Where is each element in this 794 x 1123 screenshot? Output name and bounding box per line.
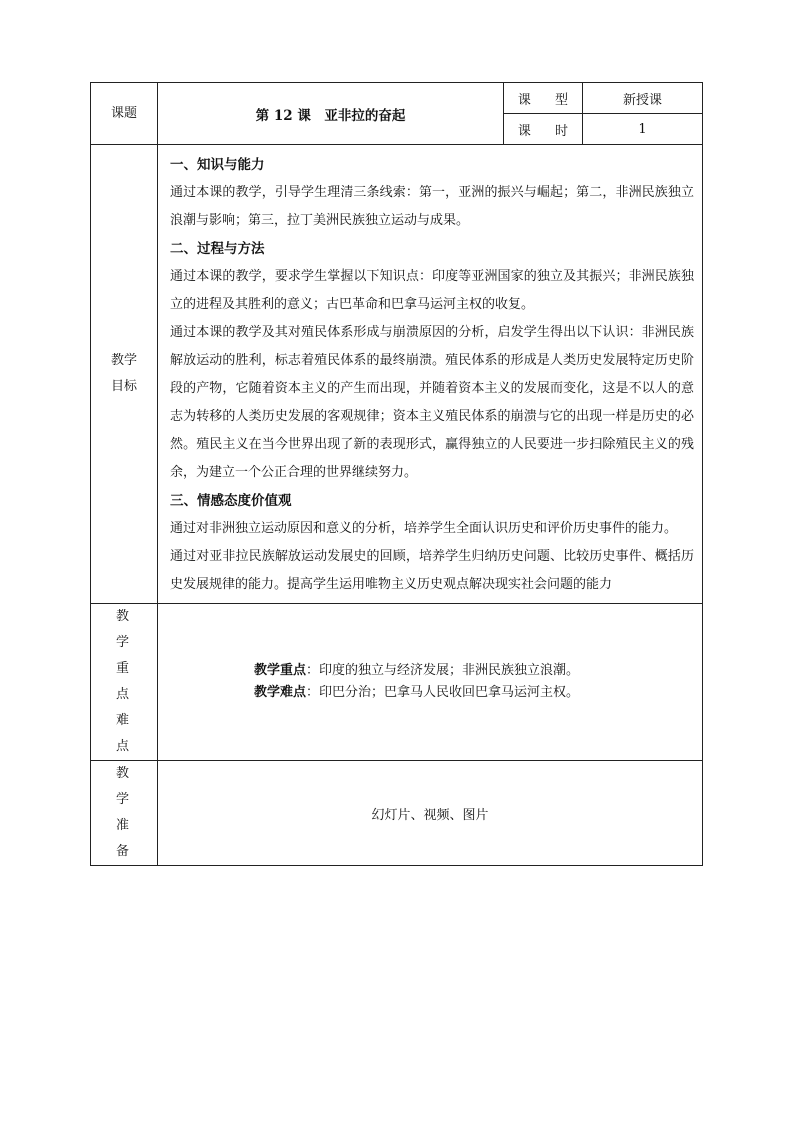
keypoints-content (158, 604, 703, 761)
keypoints-label (91, 604, 158, 761)
hours-value: 1 (583, 114, 703, 145)
lesson-title: 第 12 课 亚非拉的奋起 (158, 83, 504, 145)
preparation-value: 幻灯片、视频、图片 (158, 761, 703, 866)
objectives-paragraph: 通过本课的教学，要求学生掌握以下知识点：印度等亚洲国家的独立及其振兴；非洲民族独立的进程及其胜利的意义；古巴革命和巴拿马运河主权的收复。 (170, 269, 694, 312)
section-heading-process: 二、过程与方法 (170, 241, 265, 257)
objectives-content (158, 145, 703, 604)
keypoints-label-line: 教 学 (115, 609, 140, 650)
type-value: 新授课 (583, 83, 703, 114)
objectives-row (91, 145, 703, 604)
difficulty-line (254, 682, 694, 704)
difficulty-text: ：印巴分治；巴拿马人民收回巴拿马运河主权。 (306, 685, 580, 700)
keypoints-label-line: 难 点 (115, 713, 140, 754)
objectives-paragraph: 通过本课的教学，引导学生理清三条线索：第一，亚洲的振兴与崛起；第二，非洲民族独立浪潮与影响；第三，拉丁美洲民族独立运动与成果。 (170, 185, 694, 228)
preparation-row (91, 761, 703, 866)
preparation-label-line: 教 学 (115, 766, 140, 807)
preparation-label (91, 761, 158, 866)
focus-text: ：印度的独立与经济发展；非洲民族独立浪潮。 (306, 663, 580, 678)
objectives-paragraph: 通过对非洲独立运动原因和意义的分析，培养学生全面认识历史和评价历史事件的能力。 (170, 521, 678, 536)
objectives-paragraph: 通过本课的教学及其对殖民体系形成与崩溃原因的分析，启发学生得出以下认识：非洲民族解放运动的胜利，标志着殖民体系的最终崩溃。殖民体系的形成是人类历史发展特定历史阶段的产物，它随着资本主义的产生而出现，并随着资本主义的发展而变化，这是不以人的意志为转移的人类历史发展的客观规律；资本主义殖民体系的崩溃与它的出现一样是历史的必然。殖民主义在当今世界出现了新的表现形式，赢得独立的人民要进一步扫除殖民主义的残余，为建立一个公正合理的世界继续努力。 (170, 325, 694, 480)
keypoints-row (91, 604, 703, 761)
objectives-label-line2: 目标 (110, 379, 137, 394)
objectives-label (91, 145, 158, 604)
objectives-label-line1: 教学 (110, 353, 137, 368)
type-label: 课 型 (504, 83, 583, 114)
keypoints-label-line: 重 点 (115, 661, 140, 702)
difficulty-label: 教学难点 (254, 685, 307, 700)
preparation-label-line: 准 备 (115, 818, 140, 859)
focus-label: 教学重点 (254, 663, 307, 678)
header-row-type (91, 83, 703, 114)
focus-line (254, 660, 694, 682)
hours-label: 课 时 (504, 114, 583, 145)
section-heading-knowledge: 一、知识与能力 (170, 157, 265, 173)
section-heading-values: 三、情感态度价值观 (170, 493, 292, 509)
topic-label: 课题 (91, 83, 158, 145)
lesson-plan-table (90, 82, 703, 866)
objectives-paragraph: 通过对亚非拉民族解放运动发展史的回顾，培养学生归纳历史问题、比较历史事件、概括历史发展规律的能力。提高学生运用唯物主义历史观点解决现实社会问题的能力 (170, 549, 694, 592)
